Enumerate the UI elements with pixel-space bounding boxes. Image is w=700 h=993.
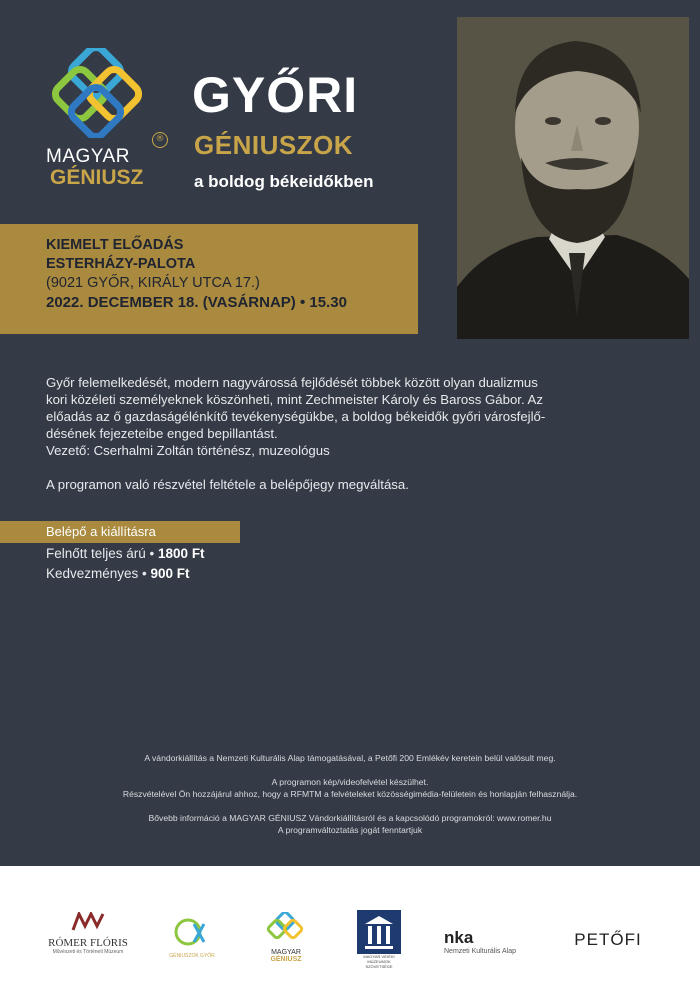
nka-logo — [444, 928, 544, 955]
logo-text-geniusz: GÉNIUSZ — [50, 166, 144, 189]
title-geniuszok: GÉNIUSZOK — [194, 130, 354, 160]
sponsor-strip — [0, 866, 700, 993]
magyar-geniusz-logo — [46, 48, 176, 189]
museum-association-logo — [354, 910, 404, 969]
portrait-photo — [457, 17, 689, 339]
portrait-man-icon — [457, 17, 689, 339]
subtitle: a boldog békeidőkben — [194, 172, 374, 191]
gyor-text: GÉNIUSZOK GYŐR — [169, 953, 215, 959]
price-reduced-label: Kedvezményes • — [46, 566, 151, 581]
event-address: (9021 GYŐR, KIRÁLY UTCA 17.) — [46, 275, 260, 291]
price-reduced-value: 900 Ft — [150, 566, 190, 581]
description-line: kori közéleti személyeknek köszönheti, mint Zechmeister Károly és Baross Gábor. Az — [46, 392, 543, 407]
magyar-geniusz-small-logo — [258, 912, 314, 963]
price-adult — [46, 546, 205, 561]
registered-mark: ® — [152, 132, 168, 148]
price-heading: Belépő a kiállításra — [0, 521, 240, 543]
description — [46, 374, 666, 459]
knot-logo-icon — [46, 48, 154, 138]
museum-emblem — [357, 910, 401, 954]
event-kind: KIEMELT ELŐADÁS — [46, 237, 184, 253]
title-gyori: GYŐRI — [192, 67, 359, 123]
description-line: előadás az ő gazdaságélénkítő tevékenységükbe, a boldog békeidők győri városfejlő- — [46, 409, 546, 424]
event-datetime: 2022. DECEMBER 18. (VASÁRNAP) • 15.30 — [46, 294, 347, 311]
condition-text: A programon való részvétel feltétele a belépőjegy megváltása. — [46, 477, 409, 492]
event-venue: ESTERHÁZY-PALOTA — [46, 256, 196, 272]
knot-small-icon — [266, 912, 306, 944]
footer-info: Bővebb információ a MAGYAR GÉNIUSZ Vándorkiállításról és a kapcsolódó programokról: www.romer.hu — [148, 813, 552, 823]
mg-small-line2: GÉNIUSZ — [270, 956, 302, 963]
nka-text: Nemzeti Kulturális Alap — [444, 948, 516, 955]
petofi-logo — [568, 930, 648, 950]
footer-recording: A programon kép/videofelvétel készülhet. — [271, 777, 429, 787]
romer-logo — [40, 912, 136, 955]
museum-text: MAGYAR VIDÉKI MÚZEUMOK SZÖVETSÉGE — [363, 954, 395, 969]
presenter-line: Vezető: Cserhalmi Zoltán történész, muzeológus — [46, 443, 330, 458]
footer-rights: A programváltoztatás jogát fenntartjuk — [277, 825, 423, 835]
footer-consent: Részvételével Ön hozzájárul ahhoz, hogy a RFMTM a felvételeket közösségimédia-felületein és honlapján felhasználja. — [122, 789, 578, 799]
petofi-text: PETŐFI — [574, 930, 642, 949]
price-adult-value: 1800 Ft — [158, 546, 205, 561]
romer-name: RÓMER FLÓRIS — [48, 937, 128, 949]
romer-sub: Művészeti és Történeti Múzeum — [52, 949, 124, 955]
price-adult-label: Felnőtt teljes árú • — [46, 546, 159, 561]
romer-emblem-icon — [71, 912, 105, 932]
event-band — [0, 224, 418, 334]
nka-mark: nka — [444, 928, 474, 947]
footer-support: A vándorkiállítás a Nemzeti Kulturális Alap támogatásával, a Petőfi 200 Emlékév keretein belül valósult meg. — [144, 753, 556, 763]
description-line: Győr felemelkedését, modern nagyvárossá fejlődését többek között olyan dualizmus — [46, 375, 538, 390]
gyor-logo-icon — [170, 916, 214, 948]
logo-text-magyar: MAGYAR — [46, 146, 130, 167]
price-reduced — [46, 566, 190, 581]
geniuszok-gyor-logo — [166, 916, 218, 959]
columns-icon — [357, 910, 401, 954]
mg-small-line1: MAGYAR — [271, 949, 301, 956]
description-line: désének fejezeteibe enged bepillantást. — [46, 426, 278, 441]
